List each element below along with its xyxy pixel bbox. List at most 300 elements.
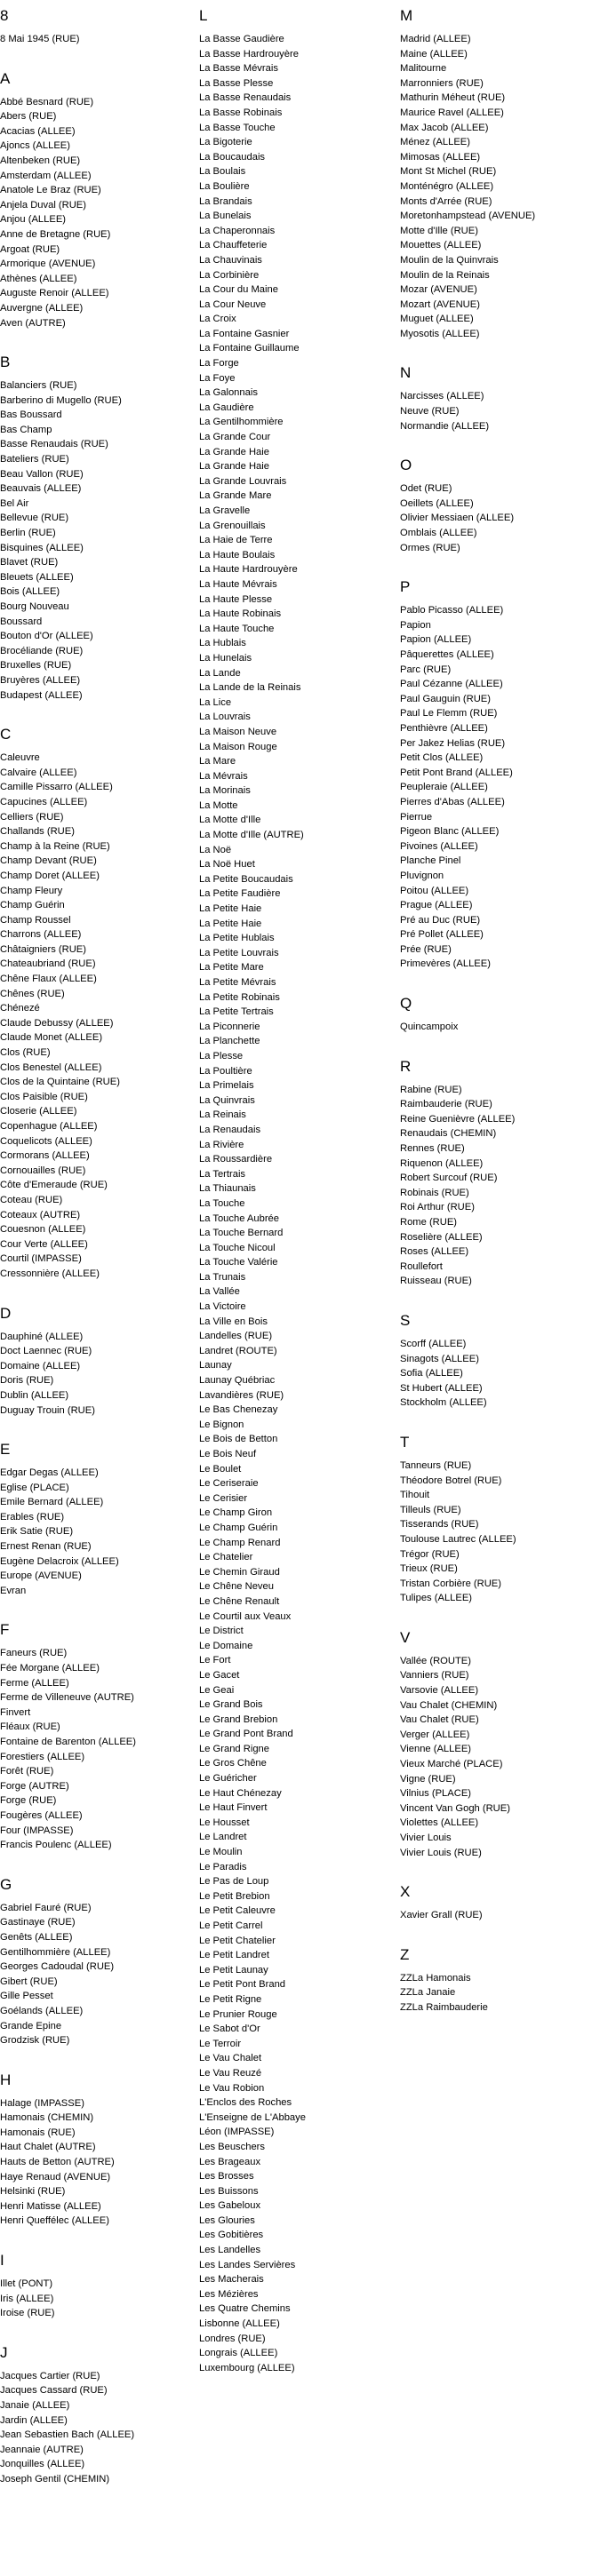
street-name: Mimosas (ALLEE) [400, 151, 481, 163]
street-name: Altenbeken (RUE) [0, 155, 81, 166]
letter-heading: T [400, 1433, 410, 1451]
street-name: Vienne (ALLEE) [400, 1744, 472, 1755]
street-name: Pré Pollet (ALLEE) [400, 929, 484, 941]
street-name: Vigne (RUE) [400, 1773, 456, 1785]
street-name: L'Enseigne de L'Abbaye [199, 2111, 306, 2123]
street-name: Lisbonne (ALLEE) [199, 2318, 280, 2330]
street-name: Châtaigniers (RUE) [0, 943, 86, 955]
street-name: Motte d'Ille (RUE) [400, 225, 478, 236]
street-name: Les Landes Servières [199, 2259, 296, 2270]
street-name: Stockholm (ALLEE) [400, 1397, 487, 1409]
street-name: Ménez (ALLEE) [400, 137, 470, 148]
street-name: La Gaudière [199, 402, 254, 413]
street-list [400, 32, 591, 341]
street-name: Launay [199, 1360, 232, 1371]
letter-heading: X [400, 1883, 411, 1901]
street-name: La Grande Cour [199, 432, 271, 443]
street-name: Tilleuls (RUE) [400, 1504, 461, 1515]
street-name: Gille Pesset [0, 1991, 53, 2002]
street-name: Pré au Duc (RUE) [400, 914, 481, 926]
letter-section [400, 1434, 591, 1606]
street-name: Cornouailles (RUE) [0, 1165, 86, 1176]
street-name: La Touche Bernard [199, 1228, 284, 1239]
street-name: ZZLa Hamonais [400, 1972, 471, 1984]
street-name: La Gravelle [199, 505, 251, 516]
street-name: Camille Pissarro (ALLEE) [0, 782, 113, 793]
street-name: St Hubert (ALLEE) [400, 1382, 483, 1394]
street-name: Le Chatelier [199, 1552, 253, 1563]
street-name: Rome (RUE) [400, 1217, 458, 1228]
street-name: Anjela Duval (RUE) [0, 199, 86, 211]
letter-heading: D [0, 1304, 12, 1322]
street-name: Forestiers (ALLEE) [0, 1751, 85, 1762]
street-name: Jardin (ALLEE) [0, 2414, 68, 2426]
letter-heading: Q [400, 995, 412, 1013]
street-name: Illet (PONT) [0, 2278, 53, 2290]
street-name: La Piconnerie [199, 1021, 260, 1032]
street-name: Amsterdam (ALLEE) [0, 170, 92, 181]
street-name: Le Landret [199, 1832, 247, 1843]
street-name: Le Fort [199, 1655, 231, 1666]
street-name: La Vallée [199, 1286, 240, 1298]
street-name: Forêt (RUE) [0, 1766, 54, 1777]
street-name: Acacias (ALLEE) [0, 125, 76, 137]
street-name: La Grande Haie [199, 461, 269, 473]
street-name: Grande Epine [0, 2020, 62, 2031]
street-name: Le Haut Chénezay [199, 1787, 282, 1799]
street-name: La Noë [199, 844, 232, 855]
street-name: Le Paradis [199, 1861, 247, 1872]
street-name: La Cour du Maine [199, 284, 278, 296]
street-name: Roi Arthur (RUE) [400, 1202, 475, 1213]
street-name: Le Grand Brebion [199, 1713, 278, 1725]
street-name: La Motte [199, 799, 238, 811]
street-name: Raimbauderie (RUE) [400, 1099, 492, 1110]
letter-section [400, 1629, 591, 1860]
street-name: Vieux Marché (PLACE) [400, 1759, 503, 1770]
street-name: La Bigoterie [199, 137, 252, 148]
letter-heading: V [400, 1628, 411, 1646]
street-name: Penthièvre (ALLEE) [400, 722, 488, 734]
street-name: La Basse Robinais [199, 107, 283, 118]
street-name: Pâquerettes (ALLEE) [400, 649, 494, 660]
street-name: La Morinais [199, 785, 251, 797]
street-name: Omblais (ALLEE) [400, 528, 477, 539]
street-name: La Maison Neuve [199, 726, 277, 737]
street-name: Pablo Picasso (ALLEE) [400, 605, 504, 616]
street-name: Le Petit Launay [199, 1964, 268, 1976]
street-name: La Ville en Bois [199, 1316, 268, 1327]
street-name: Europe (AVENUE) [0, 1570, 82, 1582]
street-name: Coquelicots (ALLEE) [0, 1135, 92, 1147]
street-name: Anne de Bretagne (RUE) [0, 228, 111, 240]
street-name: Four (IMPASSE) [0, 1825, 74, 1836]
street-name: Robert Surcouf (RUE) [400, 1173, 498, 1184]
street-list [0, 2369, 191, 2487]
street-name: Le Housset [199, 1817, 250, 1828]
index-column-3 [400, 7, 591, 2039]
street-list [0, 1330, 191, 1419]
letter-heading: F [0, 1621, 10, 1639]
street-name: Le Domaine [199, 1640, 253, 1651]
letter-section [199, 7, 390, 2375]
street-name: Les Macherais [199, 2274, 264, 2286]
street-name: Champ Fleury [0, 885, 63, 896]
street-name: La Mare [199, 756, 236, 767]
street-name: La Trunais [199, 1271, 246, 1283]
street-name: Scorff (ALLEE) [400, 1338, 467, 1349]
street-list [0, 1466, 191, 1598]
street-name: Le Geai [199, 1684, 235, 1696]
street-name: Verger (ALLEE) [400, 1729, 470, 1740]
street-name: Le Champ Guérin [199, 1522, 278, 1533]
street-name: Argoat (RUE) [0, 243, 60, 255]
street-name: Chênes (RUE) [0, 988, 65, 999]
street-name: Tisserands (RUE) [400, 1519, 479, 1530]
street-name: Les Beuschers [199, 2141, 266, 2152]
street-name: Doris (RUE) [0, 1375, 54, 1387]
street-name: Les Gobitières [199, 2230, 264, 2241]
street-name: Athènes (ALLEE) [0, 273, 77, 284]
street-name: La Chauffeterie [199, 240, 268, 251]
street-name: 8 Mai 1945 (RUE) [0, 34, 80, 44]
street-name: Janaie (ALLEE) [0, 2400, 70, 2411]
street-name: Bel Air [0, 497, 29, 509]
street-name: Gabriel Fauré (RUE) [0, 1902, 92, 1913]
street-name: La Haute Touche [199, 623, 275, 634]
street-name: Aven (AUTRE) [0, 317, 66, 329]
street-name: Jeannaie (AUTRE) [0, 2444, 84, 2455]
street-name: Ernest Renan (RUE) [0, 1541, 92, 1553]
street-name: Francis Poulenc (ALLEE) [0, 1840, 112, 1851]
street-name: Courtil (IMPASSE) [0, 1253, 82, 1265]
street-name: Ajoncs (ALLEE) [0, 140, 70, 152]
street-name: La Lande [199, 667, 241, 679]
letter-section [0, 1621, 191, 1852]
letter-heading: N [400, 364, 412, 382]
street-name: Claude Debussy (ALLEE) [0, 1017, 114, 1029]
street-name: Malitourne [400, 63, 447, 75]
street-name: Le Vau Reuzé [199, 2067, 262, 2079]
street-name: Finvert [0, 1706, 31, 1718]
letter-section [400, 364, 591, 433]
street-name: Les Landelles [199, 2245, 261, 2256]
street-name: La Bunelais [199, 211, 252, 222]
street-name: Chêne Flaux (ALLEE) [0, 974, 97, 985]
street-name: La Fontaine Gasnier [199, 328, 290, 339]
street-name: La Galonnais [199, 387, 258, 399]
street-name: Roses (ALLEE) [400, 1246, 469, 1258]
street-name: Roullefort [400, 1260, 443, 1272]
street-name: La Petite Louvrais [199, 947, 279, 958]
letter-heading: I [0, 2252, 4, 2270]
street-name: Grodzisk (RUE) [0, 2035, 70, 2047]
street-name: Claude Monet (ALLEE) [0, 1032, 103, 1044]
street-name: Cour Verte (ALLEE) [0, 1238, 88, 1250]
street-name: ZZLa Raimbauderie [400, 2001, 488, 2013]
street-name: Goélands (ALLEE) [0, 2005, 84, 2016]
street-name: La Boulière [199, 180, 250, 192]
street-name: Mathurin Méheut (RUE) [400, 92, 506, 104]
letter-heading: O [400, 457, 412, 474]
street-name: Trieux (RUE) [400, 1563, 458, 1575]
street-name: Les Quatre Chemins [199, 2303, 291, 2315]
street-name: Champ Guérin [0, 900, 65, 911]
street-name: Odet (RUE) [400, 483, 452, 495]
street-name: Helsinki (RUE) [0, 2186, 66, 2198]
street-name: Papion [400, 619, 431, 631]
street-name: Joseph Gentil (CHEMIN) [0, 2473, 110, 2485]
street-name: Max Jacob (ALLEE) [400, 122, 489, 133]
street-name: Myosotis (ALLEE) [400, 328, 480, 339]
letter-heading: P [400, 578, 411, 596]
street-name: La Lande de la Reinais [199, 682, 301, 694]
street-name: La Renaudais [199, 1124, 261, 1135]
street-name: Vau Chalet (RUE) [400, 1714, 479, 1726]
letter-heading: S [400, 1311, 411, 1329]
street-name: La Victoire [199, 1301, 246, 1313]
street-name: Champ à la Reine (RUE) [0, 840, 110, 852]
street-name: Closerie (ALLEE) [0, 1106, 77, 1117]
street-name: Les Brosses [199, 2171, 254, 2182]
letter-section [400, 7, 591, 341]
street-name: Le Petit Pont Brand [199, 1979, 286, 1991]
street-name: La Touche [199, 1197, 245, 1209]
street-name: Longrais (ALLEE) [199, 2348, 278, 2359]
street-name: La Poultière [199, 1065, 252, 1077]
street-name: Le Vau Chalet [199, 2053, 262, 2064]
street-name: Robinais (RUE) [400, 1187, 469, 1198]
street-name: Le Petit Rigne [199, 1993, 262, 2005]
street-name: Beauvais (ALLEE) [0, 483, 82, 495]
street-name: Les Mézières [199, 2288, 259, 2300]
street-name: Iris (ALLEE) [0, 2293, 54, 2304]
street-name: Couesnon (ALLEE) [0, 1224, 86, 1236]
street-name: Le Boulet [199, 1463, 242, 1475]
street-name: Petit Clos (ALLEE) [400, 752, 484, 764]
street-name: Berlin (RUE) [0, 528, 56, 539]
street-name: Bellevue (RUE) [0, 513, 69, 524]
street-name: La Corbinière [199, 269, 260, 281]
street-name: Vincent Van Gogh (RUE) [400, 1802, 510, 1814]
street-name: Vau Chalet (CHEMIN) [400, 1699, 498, 1711]
street-name: Le Courtil aux Veaux [199, 1610, 292, 1622]
street-name: Abers (RUE) [0, 111, 57, 123]
street-name: Petit Pont Brand (ALLEE) [400, 767, 513, 778]
street-name: Rennes (RUE) [400, 1143, 465, 1155]
street-name: La Chauvinais [199, 254, 262, 266]
street-name: Léon (IMPASSE) [199, 2127, 275, 2138]
street-list [0, 751, 191, 1281]
street-name: Muguet (ALLEE) [400, 314, 474, 325]
street-name: Challands (RUE) [0, 826, 75, 838]
street-name: Le Petit Brebion [199, 1890, 270, 1902]
street-name: La Louvrais [199, 712, 251, 723]
street-name: Fontaine de Barenton (ALLEE) [0, 1737, 136, 1747]
street-name: Bourg Nouveau [0, 601, 69, 612]
street-name: Blavet (RUE) [0, 557, 59, 568]
street-name: Monts d'Arrée (RUE) [400, 195, 492, 207]
street-name: La Motte d'Ille (AUTRE) [199, 830, 304, 841]
street-name: Clos Benestel (ALLEE) [0, 1061, 102, 1073]
street-name: Neuve (RUE) [400, 406, 460, 417]
letter-heading: C [0, 726, 12, 743]
letter-heading: Z [400, 1945, 410, 1963]
street-name: La Petite Haie [199, 918, 262, 929]
street-name: Le Chemin Giraud [199, 1566, 280, 1578]
street-name: La Petite Hublais [199, 933, 275, 944]
letter-section [0, 1876, 191, 2048]
street-list [400, 481, 591, 555]
street-name: Jacques Cartier (RUE) [0, 2370, 100, 2381]
street-name: Le Vau Robion [199, 2082, 265, 2094]
street-name: Trégor (RUE) [400, 1548, 460, 1560]
street-list [400, 1337, 591, 1411]
street-name: Dublin (ALLEE) [0, 1389, 69, 1401]
street-name: Caleuvre [0, 752, 40, 764]
letter-heading: R [400, 1057, 412, 1075]
street-name: Jonquilles (ALLEE) [0, 2459, 85, 2470]
street-name: La Basse Plesse [199, 77, 274, 89]
index-column-2 [199, 7, 390, 2398]
street-name: Le Guéricher [199, 1773, 257, 1785]
street-name: Hamonais (RUE) [0, 2127, 76, 2138]
street-name: Moretonhampstead (AVENUE) [400, 211, 536, 222]
street-name: Pierres d'Abas (ALLEE) [400, 796, 505, 807]
street-name: Moulin de la Quinvrais [400, 254, 499, 266]
street-list [0, 1646, 191, 1852]
letter-heading: M [400, 7, 413, 24]
street-name: Le Grand Rigne [199, 1743, 269, 1754]
street-name: Paul Le Flemm (RUE) [400, 708, 498, 720]
street-name: Bas Champ [0, 424, 52, 435]
street-name: La Gentilhommière [199, 417, 284, 428]
street-name: Clos (RUE) [0, 1047, 51, 1059]
street-name: Champ Devant (RUE) [0, 855, 97, 867]
street-name: Le Bignon [199, 1419, 244, 1430]
street-name: Launay Québriac [199, 1375, 276, 1387]
street-name: Henri Queffélec (ALLEE) [0, 2215, 109, 2227]
street-name: Théodore Botrel (RUE) [400, 1475, 502, 1486]
street-name: La Foye [199, 372, 236, 384]
street-list [400, 389, 591, 433]
letter-section [400, 457, 591, 555]
street-name: Gibert (RUE) [0, 1976, 58, 1987]
street-name: La Grenouillais [199, 520, 266, 531]
street-name: Bois (ALLEE) [0, 586, 60, 598]
street-name: Bruxelles (RUE) [0, 660, 72, 672]
letter-section [400, 1058, 591, 1289]
street-name: Auguste Renoir (ALLEE) [0, 288, 109, 299]
index-column-1 [0, 7, 191, 2510]
street-name: Iroise (RUE) [0, 2308, 55, 2319]
letter-section [0, 2344, 191, 2487]
street-name: Basse Renaudais (RUE) [0, 439, 108, 450]
street-name: Les Buissons [199, 2185, 259, 2197]
street-name: Celliers (RUE) [0, 811, 64, 823]
street-name: La Basse Touche [199, 122, 276, 133]
street-name: La Petite Haie [199, 903, 262, 915]
street-name: Le Gros Chêne [199, 1758, 267, 1769]
street-name: Eugène Delacroix (ALLEE) [0, 1555, 119, 1567]
street-name: Oeillets (ALLEE) [400, 497, 474, 509]
street-name: La Grande Haie [199, 446, 269, 457]
street-name: La Hunelais [199, 652, 252, 664]
street-name: Vivier Louis (RUE) [400, 1847, 482, 1858]
street-name: Le District [199, 1626, 244, 1637]
street-name: Doct Laennec (RUE) [0, 1346, 92, 1357]
street-name: Haut Chalet (AUTRE) [0, 2142, 96, 2153]
street-name: Parc (RUE) [400, 664, 452, 675]
letter-section [400, 1946, 591, 2015]
street-name: Capucines (ALLEE) [0, 796, 88, 807]
street-name: Les Glouries [199, 2214, 255, 2226]
street-name: La Petite Tertrais [199, 1006, 274, 1018]
street-name: La Touche Nicoul [199, 1242, 276, 1253]
street-name: Sofia (ALLEE) [400, 1368, 463, 1379]
letter-section [0, 1441, 191, 1598]
street-name: La Forge [199, 358, 239, 370]
street-name: Roselière (ALLEE) [400, 1231, 483, 1243]
letter-section [400, 1883, 591, 1923]
street-name: La Tertrais [199, 1168, 246, 1180]
street-name: Rabine (RUE) [400, 1084, 462, 1095]
street-name: La Haute Robinais [199, 608, 282, 620]
street-list [0, 95, 191, 331]
street-name: Ferme de Villeneuve (AUTRE) [0, 1692, 134, 1704]
letter-heading: B [0, 354, 11, 371]
street-name: La Haute Boulais [199, 549, 276, 561]
street-list [0, 378, 191, 703]
street-name: Cressonnière (ALLEE) [0, 1268, 100, 1279]
letter-section [0, 7, 191, 47]
street-name: La Brandais [199, 195, 252, 207]
street-name: La Lice [199, 696, 232, 708]
street-name: La Basse Hardrouyère [199, 48, 299, 60]
street-name: Pluvignon [400, 870, 444, 881]
street-name: Calvaire (ALLEE) [0, 767, 77, 778]
street-name: Les Brageaux [199, 2156, 261, 2167]
street-name: Chateaubriand (RUE) [0, 958, 96, 970]
street-name: La Petite Boucaudais [199, 873, 293, 885]
street-name: Le Petit Caleuvre [199, 1905, 276, 1917]
street-name: Toulouse Lautrec (ALLEE) [400, 1533, 516, 1545]
street-name: La Basse Mévrais [199, 63, 278, 75]
street-name: Tristan Corbière (RUE) [400, 1578, 501, 1589]
street-name: Paul Cézanne (ALLEE) [400, 679, 503, 690]
street-list [0, 32, 191, 47]
street-name: La Haute Hardrouyère [199, 564, 298, 576]
street-name: Papion (ALLEE) [400, 634, 472, 646]
street-name: Le Pas de Loup [199, 1876, 269, 1888]
letter-heading: G [0, 1875, 12, 1893]
street-name: Mozar (AVENUE) [400, 284, 477, 296]
street-name: Hamonais (CHEMIN) [0, 2112, 94, 2124]
street-name: Paul Gauguin (RUE) [400, 693, 491, 704]
letter-section [0, 2252, 191, 2321]
street-name: Prée (RUE) [400, 943, 452, 955]
street-name: Sinagots (ALLEE) [400, 1353, 479, 1364]
street-name: Maine (ALLEE) [400, 48, 468, 60]
street-name: Mont St Michel (RUE) [400, 166, 497, 178]
street-name: Jean Sebastien Bach (ALLEE) [0, 2429, 135, 2441]
street-name: La Reinais [199, 1109, 246, 1121]
street-name: Le Cerisier [199, 1492, 248, 1504]
street-name: Le Prunier Rouge [199, 2008, 277, 2020]
street-name: Primevères (ALLEE) [400, 958, 491, 970]
street-name: Ferme (ALLEE) [0, 1677, 69, 1689]
street-name: Auvergne (ALLEE) [0, 302, 84, 314]
